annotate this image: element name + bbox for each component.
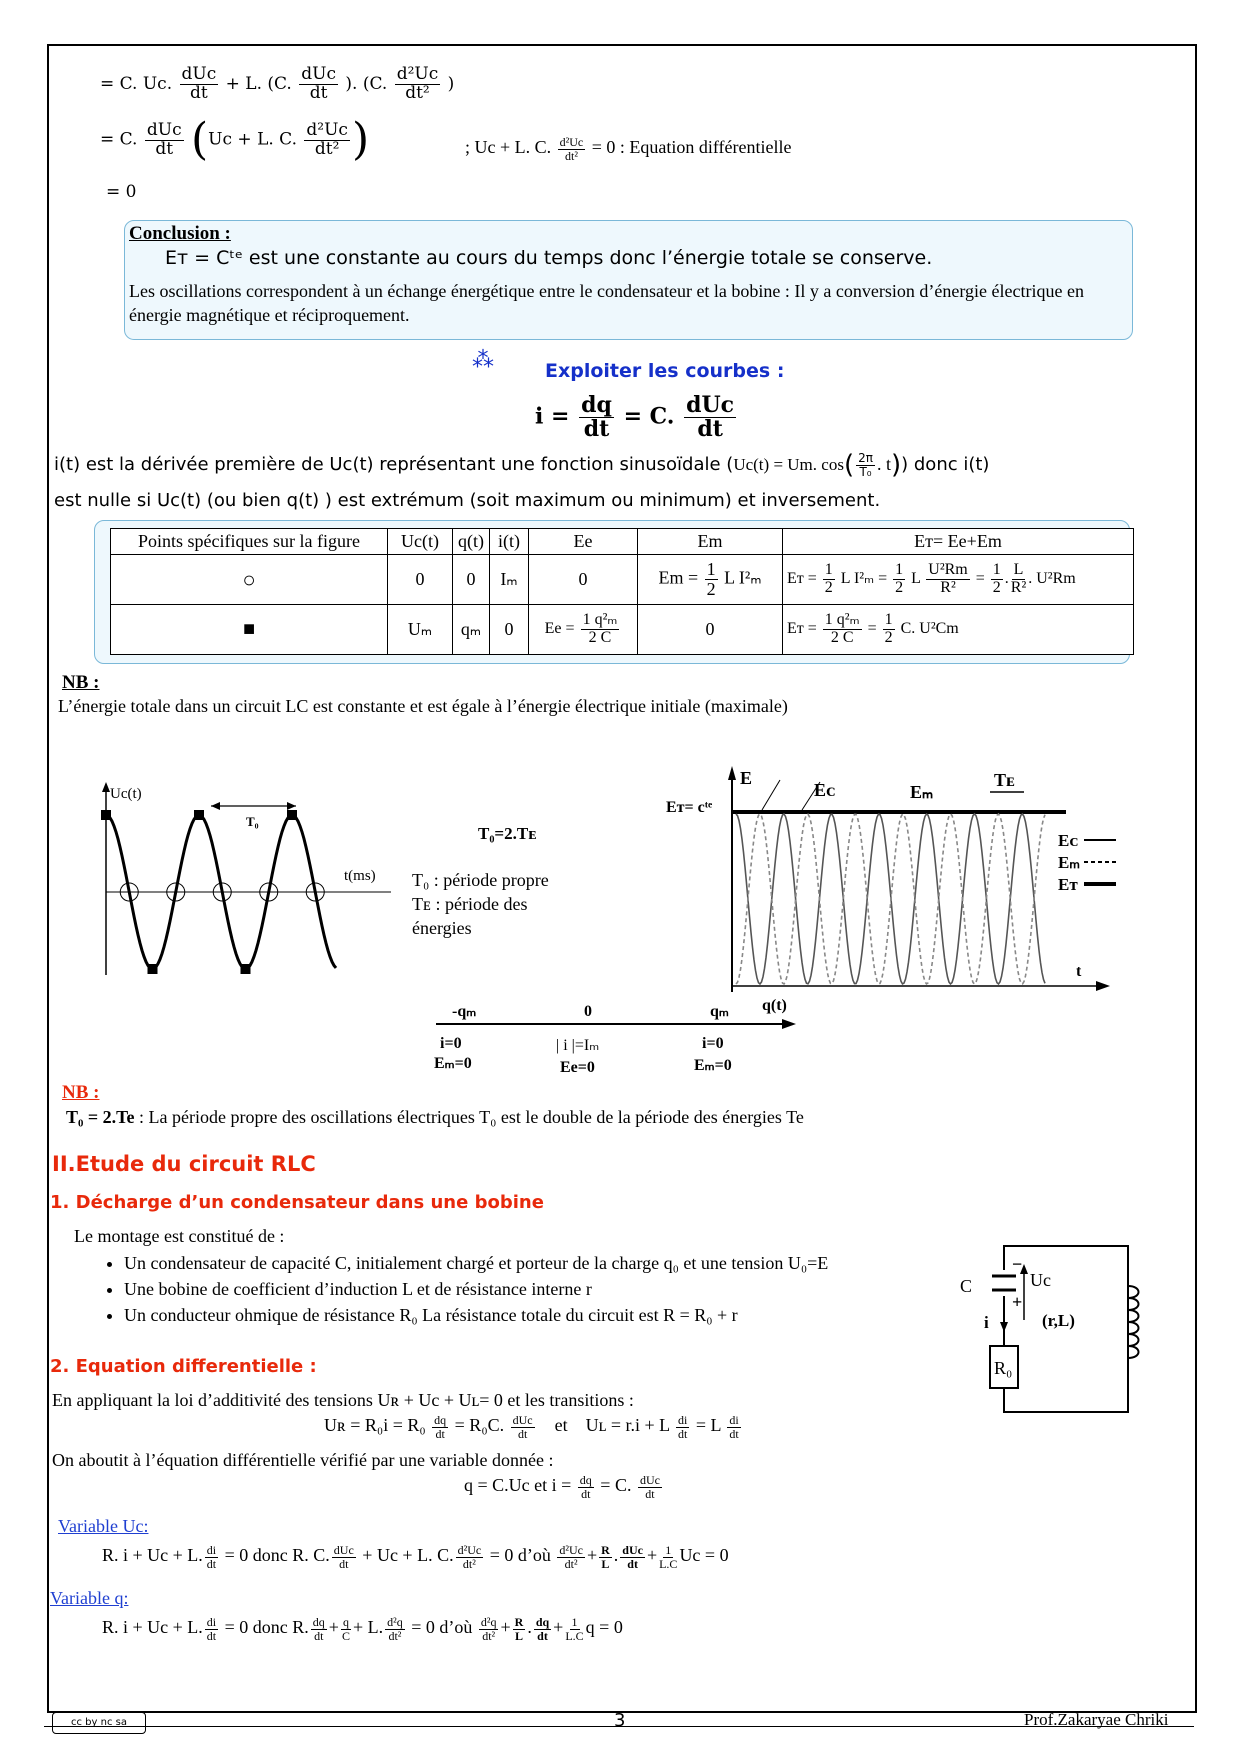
table-cell-em: Em = $\frac{1}{2}$ L I²ₘ [638, 555, 783, 605]
nb2-title: NB : [62, 1082, 100, 1103]
ur-ul-relations: Uʀ = R₀i = R₀ $\frac{dq}{dt}$ = R₀C. $\frac{\text{dUc}}{dt}$ et Uʟ = r.i + L $\frac{di}{dt}$ = L $\frac{di}{dt}$ [324, 1413, 739, 1441]
table-cell: 0 [638, 605, 783, 655]
table-cell-et: Eᴛ = $\frac{\text{1 q²ₘ}}{2 C}$ = $\frac{1}{2}$ C. U²Cm [783, 605, 1134, 655]
extremum-marker [194, 810, 204, 820]
q-right-i: i=0 [702, 1035, 724, 1052]
q-mid-i: | i |=Iₘ [556, 1037, 600, 1054]
circuit-rl-label: (r,L) [1042, 1311, 1075, 1330]
exploit-paragraph-1: i(t) est la dérivée première de Uc(t) représentant une fonction sinusoïdale (Uc(t) = Um. cos( $\frac{2\pi}{\text{T₀}}$ . t)) donc i(t) [54, 450, 990, 480]
table-header: Em [638, 529, 783, 555]
diff-intro: En appliquant la loi d’additivité des tensions Uʀ + Uc + Uʟ= 0 et les transitions : [52, 1390, 634, 1410]
q-axis-label: q(t) [762, 997, 787, 1014]
equation-line-1: = C. Uc. $\frac{\text{dUc}}{dt}$ + L. (C. $\frac{\text{dUc}}{dt}$ ). (C. $\frac{\text{d²Uc}}{\text{dt²}}$ ) [100, 64, 455, 103]
asterism-icon: ⁂ [472, 348, 494, 373]
uc-y-label: Uc(t) [110, 786, 142, 802]
legend-em: Eₘ [1058, 853, 1080, 872]
table-header: i(t) [490, 529, 529, 555]
uc-period-label: T₀ [246, 814, 259, 829]
table-cell: 0 [453, 555, 490, 605]
nb1-text: L’énergie totale dans un circuit LC est constante et est égale à l’énergie électrique initiale (maximale) [58, 696, 788, 716]
ec-pointer [762, 780, 780, 810]
table-row [111, 605, 1134, 655]
circuit-i-label: i [984, 1313, 989, 1332]
equation-line-2: = C. $\frac{\text{dUc}}{dt}$ (Uc + L. C. $\frac{\text{d²Uc}}{\text{dt²}}$ ) [100, 114, 370, 165]
energy-y-label: E [740, 768, 753, 788]
q-left-tick: -qₘ [452, 1003, 477, 1020]
table-cell: Uₘ [388, 605, 453, 655]
montage-intro: Le montage est constitué de : [74, 1226, 285, 1246]
exploit-title: Exploiter les courbes : [545, 360, 785, 382]
extremum-marker [101, 810, 111, 820]
energy-graph [666, 764, 1126, 1000]
page-number: 3 [614, 1710, 626, 1731]
table-cell: qₘ [453, 605, 490, 655]
te-label: Tᴇ [994, 770, 1015, 790]
equation-variable-uc: R. i + Uc + L. $\frac{di}{dt}$ = 0 donc R. C. $\frac{\text{dUc}}{dt}$ + Uc + L. C. $\frac{\text{d²Uc}}{\text{dt²}}$ = 0 d’où $\frac{\text{d²Uc}}{\text{dt²}}$ + $\frac{R}{L}$ . $\frac{\text{dUc}}{dt}$ + $\frac{1}{L.C}$ Uc = 0 [102, 1543, 729, 1571]
table-header: Points spécifiques sur la figure [111, 529, 388, 555]
period-arrow-left-icon [211, 802, 220, 810]
section-ii-title: II.Etude du circuit RLC [52, 1152, 316, 1176]
q-relation: q = C.Uc et i = $\frac{dq}{dt}$ = C. $\frac{\text{dUc}}{dt}$ [464, 1473, 660, 1501]
circuit-r0-label: R₀ [994, 1358, 1013, 1378]
q-left-i: i=0 [440, 1035, 462, 1052]
em-curve [736, 814, 1045, 984]
table-header: q(t) [453, 529, 490, 555]
nb1-title: NB : [62, 672, 100, 693]
equation-line-3: = 0 [106, 182, 137, 202]
table-header: Ee [529, 529, 638, 555]
specific-points-table [110, 528, 1134, 655]
et-label: Eᴛ= cᵗᵉ [666, 799, 713, 816]
footer-author: Prof.Zakaryae Chriki [1024, 1710, 1169, 1729]
table-row [111, 555, 1134, 605]
q-axis-diagram [426, 996, 806, 1092]
table-cell: 0 [529, 555, 638, 605]
list-item: • Une bobine de coefficient d’induction L et de résistance interne r [124, 1276, 1024, 1302]
energy-y-arrow-icon [728, 766, 736, 780]
variable-q-link[interactable]: Variable q: [50, 1588, 129, 1608]
conclusion-energy-line: Eᴛ = Cᵗᵉ est une constante au cours du temps donc l’énergie totale se conserve. [165, 247, 933, 269]
table-header-row [111, 529, 1134, 555]
diff-aboutit: On aboutit à l’équation différentielle vérifié par une variable donnée : [52, 1450, 554, 1470]
period-relation: T₀=2.Tᴇ [478, 824, 537, 843]
table-cell-ee: Ee = $\frac{\text{1 q²ₘ}}{2 C}$ [529, 605, 638, 655]
table-cell: 0 [388, 555, 453, 605]
subsection-2-title: 2. Equation differentielle : [50, 1356, 317, 1377]
equation-variable-q: R. i + Uc + L. $\frac{di}{dt}$ = 0 donc R. $\frac{dq}{dt}$ + $\frac{q}{C}$ + L. $\frac{\text{d²q}}{\text{dt²}}$ = 0 d’où $\frac{\text{d²q}}{\text{dt²}}$ + $\frac{R}{L}$ . $\frac{dq}{dt}$ + $\frac{1}{L.C}$ q = 0 [102, 1615, 623, 1643]
nb2-text: T₀ = 2.Te : La période propre des oscillations électriques T₀ est le double de la période des énergies Te [66, 1107, 804, 1127]
legend-ec: Eᴄ [1058, 831, 1079, 850]
table-cell: 0 [490, 605, 529, 655]
table-header: Eᴛ= Ee+Em [783, 529, 1134, 555]
period-arrow-right-icon [287, 802, 296, 810]
energy-x-label: t [1076, 963, 1082, 980]
em-label: Eₘ [910, 782, 934, 802]
extremum-marker [287, 810, 297, 820]
t0-definition: T₀ : période propre [412, 870, 549, 890]
list-item: • Un condensateur de capacité C, initialement chargé et porteur de la charge q₀ et une tension U₀=E [124, 1250, 1024, 1276]
extremum-marker [148, 964, 158, 974]
ec-label: Eᴄ [814, 780, 836, 800]
table-cell-et: Eᴛ = $\frac{1}{2}$ L I²ₘ = $\frac{1}{2}$ L $\frac{\text{U²Rm}}{\text{R²}}$ = $\frac{1}{2}$ . $\frac{L}{\text{R²}}$ . U²Rm [783, 555, 1134, 605]
square-marker-icon: ■ [111, 605, 388, 655]
variable-uc-link[interactable]: Variable Uc: [58, 1516, 149, 1536]
circuit-c-label: C [960, 1276, 973, 1296]
montage-list [80, 1250, 1024, 1328]
cc-license-icon: cc by nc sa [52, 1712, 146, 1734]
circuit-minus: − [1012, 1254, 1023, 1274]
list-item: • Un conducteur ohmique de résistance R₀ La résistance totale du circuit est R = R₀ + r [124, 1302, 1024, 1328]
uc-x-label: t(ms) [344, 868, 376, 884]
legend-et: Eᴛ [1058, 875, 1078, 894]
te-definition-2: énergies [412, 918, 472, 938]
current-arrow-icon [1000, 1322, 1008, 1332]
table-header: Uc(t) [388, 529, 453, 555]
energy-x-arrow-icon [1096, 981, 1110, 991]
conclusion-text: Les oscillations correspondent à un échange énergétique entre le condensateur et la bobine : Il y a conversion d’énergie électrique en énergie magnétique et réciproquement. [129, 281, 1084, 325]
conclusion-title: Conclusion : [129, 223, 231, 244]
q-mid-e: Ee=0 [560, 1059, 595, 1076]
q-right-e: Eₘ=0 [694, 1057, 732, 1074]
q-right-tick: qₘ [710, 1003, 729, 1020]
q-left-e: Eₘ=0 [434, 1055, 472, 1072]
circle-marker-icon: ○ [111, 555, 388, 605]
uc-graph [96, 780, 396, 980]
table-cell: Iₘ [490, 555, 529, 605]
coil-icon [1128, 1286, 1139, 1358]
conclusion-box [124, 220, 1133, 340]
equation-differential: ; Uc + L. C. $\frac{\text{d²Uc}}{\text{dt²}}$ = 0 : Equation différentielle [465, 135, 792, 163]
subsection-1-title: 1. Décharge d’un condensateur dans une bobine [50, 1192, 544, 1213]
q-mid-tick: 0 [584, 1003, 592, 1020]
circuit-plus: + [1012, 1292, 1023, 1312]
te-definition-1: Tᴇ : période des [412, 894, 528, 914]
uc-y-arrow-icon [102, 782, 110, 792]
current-formula: i = $\frac{dq}{dt}$ = C. $\frac{\text{dUc}}{dt}$ [535, 392, 735, 443]
q-axis-arrow-icon [782, 1019, 796, 1029]
rlc-circuit [960, 1236, 1140, 1426]
circuit-uc-label: Uc [1030, 1270, 1051, 1290]
extremum-marker [241, 964, 251, 974]
exploit-paragraph-2: est nulle si Uc(t) (ou bien q(t) ) est extrémum (soit maximum ou minimum) et inversement. [54, 490, 881, 511]
